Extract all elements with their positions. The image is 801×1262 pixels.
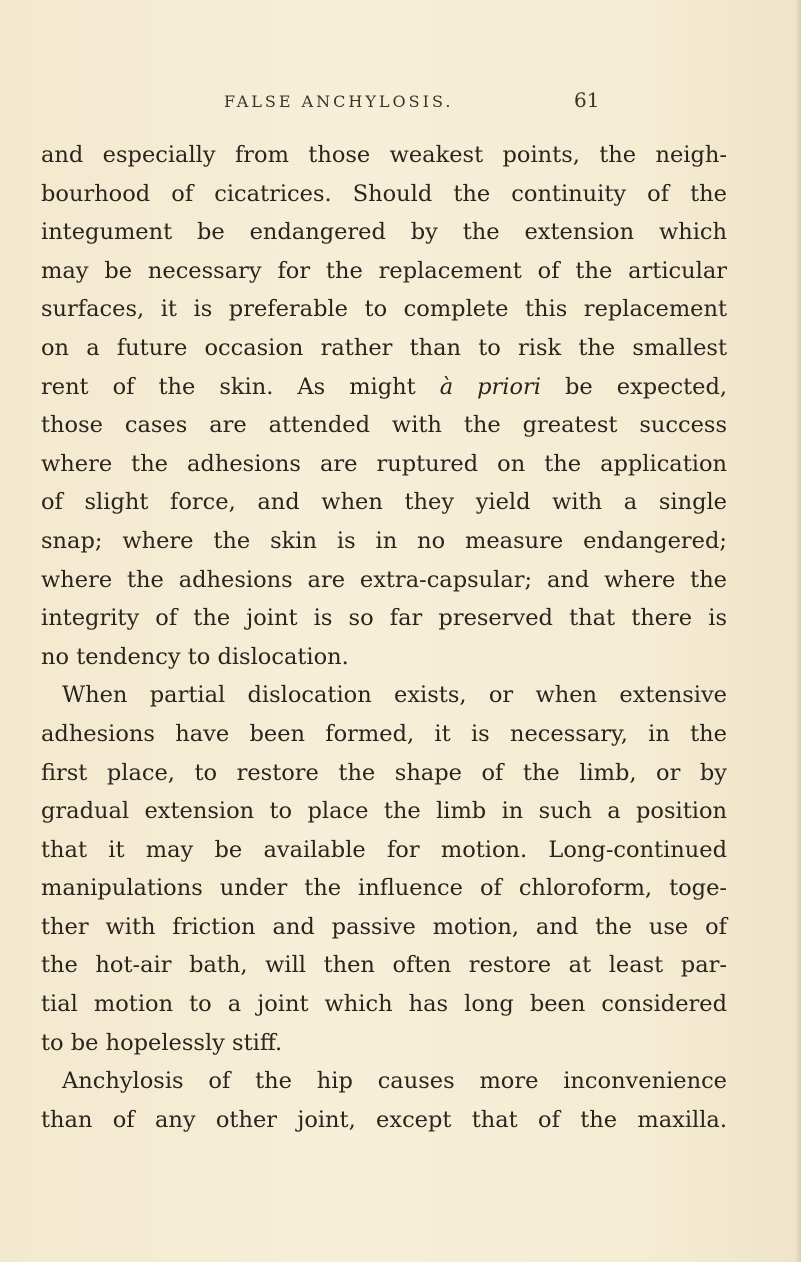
text-line: where the adhesions are extra-capsular; and where the [41, 566, 727, 593]
paragraph-end-line: to be hopelessly stiff. [41, 1029, 283, 1056]
page-edge-shadow [795, 0, 801, 1262]
italic-phrase: à priori [439, 373, 542, 400]
text-line: first place, to restore the shape of the limb, or by [41, 759, 727, 786]
text-line: of slight force, and when they yield with a single [41, 489, 727, 516]
page-number: 61 [574, 88, 600, 112]
body-text [41, 136, 727, 1139]
paragraph-end-line: no tendency to dislocation. [41, 643, 349, 670]
text-line: ther with friction and passive motion, and the use of [41, 913, 727, 940]
running-head: FALSE ANCHYLOSIS. [224, 92, 454, 111]
text-line [41, 368, 727, 407]
text-line: surfaces, it is preferable to complete this replacement [41, 296, 727, 323]
text-line: gradual extension to place the limb in such a position [41, 798, 727, 825]
text-line: than of any other joint, except that of the maxilla. [41, 1106, 727, 1133]
text-line: on a future occasion rather than to risk the smallest [41, 334, 727, 361]
text-line: snap; where the skin is in no measure endangered; [41, 527, 727, 554]
text-segment: be expected, [541, 373, 728, 400]
text-line: those cases are attended with the greatest success [41, 412, 727, 439]
text-line: manipulations under the influence of chloroform, toge- [41, 875, 727, 902]
text-line: that it may be available for motion. Long-continued [41, 836, 727, 863]
text-segment: rent of the skin. As might [41, 373, 440, 400]
text-line: tial motion to a joint which has long been considered [41, 991, 727, 1018]
text-line: and especially from those weakest points, the neigh- [41, 142, 727, 168]
text-line: where the adhesions are ruptured on the application [41, 450, 727, 477]
text-line: may be necessary for the replacement of the articular [41, 257, 727, 284]
text-line: bourhood of cicatrices. Should the continuity of the [41, 180, 727, 207]
paragraph-start-line: Anchylosis of the hip causes more inconvenience [62, 1068, 727, 1095]
text-line: integrity of the joint is so far preserved that there is [41, 605, 727, 632]
text-line: the hot-air bath, will then often restore at least par- [41, 952, 727, 979]
text-line: integument be endangered by the extension which [41, 219, 727, 246]
text-line: adhesions have been formed, it is necessary, in the [41, 720, 727, 747]
paragraph-start-line: When partial dislocation exists, or when extensive [62, 682, 727, 709]
